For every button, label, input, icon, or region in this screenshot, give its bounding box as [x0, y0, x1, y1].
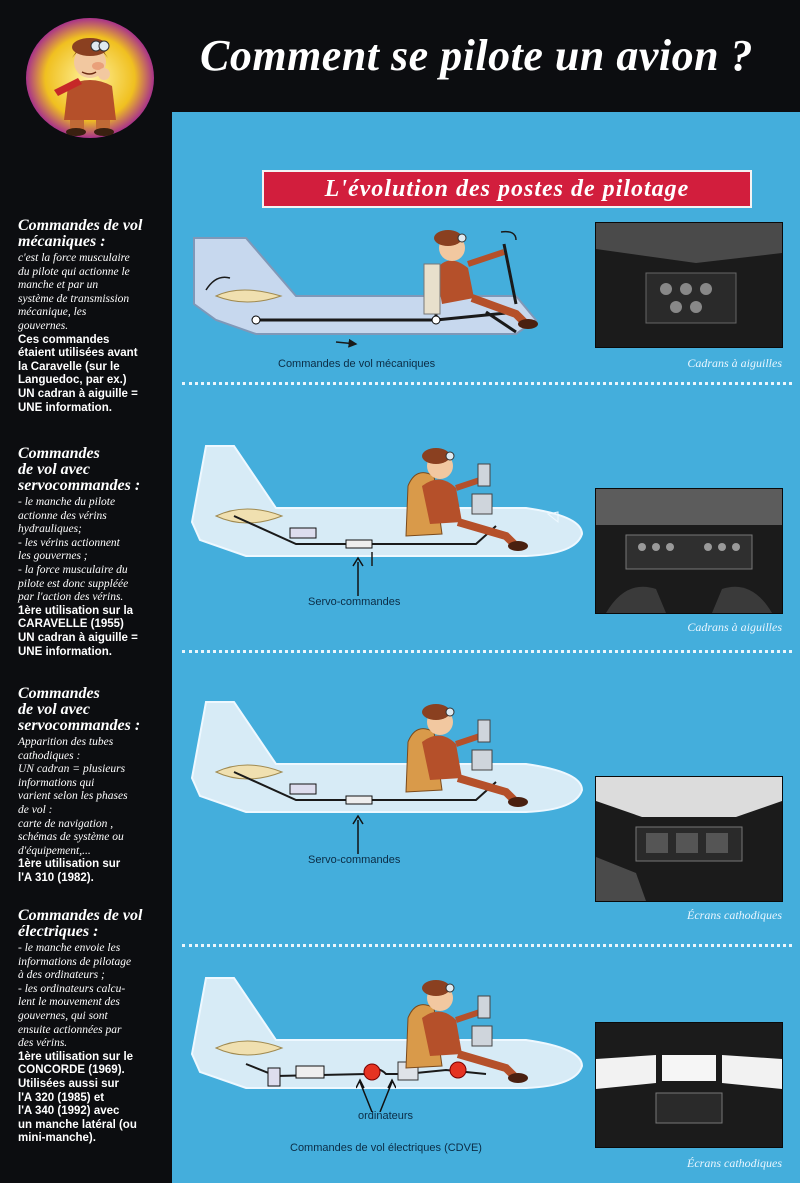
diagram-caption: Servo-commandes [308, 854, 401, 866]
page-title: Comment se pilote un avion ? [200, 31, 754, 80]
section-facts: 1ère utilisation sur l'A 310 (1982). [18, 858, 121, 884]
arrow-up-icon [352, 556, 364, 596]
section-description: Apparition des tubes cathodiques : UN cadran = plusieurs informations qui varient selon les phases de vol : carte de navigation , schémas de système ou d'équipement,... [18, 736, 128, 857]
photo-caption: Cadrans à aiguilles [687, 356, 782, 370]
photo-caption: Écrans cathodiques [687, 1156, 782, 1170]
section-servo-2 [18, 686, 168, 886]
photo-caption: Cadrans à aiguilles [687, 620, 782, 634]
servo-controls-diagram-2 [186, 698, 586, 828]
sidebar [0, 112, 172, 1183]
section-description: - le manche envoie les informations de pilotage à des ordinateurs ; - les ordinateurs calcu- lent le mouvement des gouvernes, qui sont ensuite actionnées par des vérins. [18, 942, 132, 1050]
section-heading: Commandes de vol avec servocommandes : [18, 445, 141, 494]
pilot-mascot-icon [24, 16, 156, 140]
section-description: - le manche du pilote actionne des vérins hydrauliques; - les vérins actionnent les gouvernes ; - la force musculaire du pilote est donc suppléée par l'action des vérins. [18, 496, 129, 604]
main-panel [172, 112, 800, 1183]
section-electric [18, 908, 168, 1146]
section-subtitle: L'évolution des postes de pilotage [262, 170, 752, 208]
photo-caption: Écrans cathodiques [687, 908, 782, 922]
cockpit-photo-4 [595, 1022, 783, 1148]
divider [182, 382, 792, 385]
section-heading: Commandes de vol mécaniques : [18, 217, 143, 250]
section-heading: Commandes de vol électriques : [18, 907, 143, 940]
section-mechanical [18, 218, 168, 415]
section-facts: 1ère utilisation sur la CARAVELLE (1955) UN cadran à aiguille = UNE information. [18, 604, 138, 658]
cockpit-photo-1 [595, 222, 783, 348]
diagram-caption: Commandes de vol mécaniques [278, 358, 436, 370]
diagram-caption: Commandes de vol électriques (CDVE) [290, 1142, 482, 1154]
section-facts: Ces commandes étaient utilisées avant la Caravelle (sur le Languedoc, par ex.) UN cadran à aiguille = UNE information. [18, 333, 138, 414]
mechanical-controls-diagram [186, 224, 586, 364]
section-facts: 1ère utilisation sur le CONCORDE (1969). Utilisées aussi sur l'A 320 (1985) et l'A 340 (1992) avec un manche latéral (ou mini-manche). [18, 1050, 137, 1145]
computers-label: ordinateurs [358, 1110, 414, 1122]
section-heading: Commandes de vol avec servocommandes : [18, 685, 141, 734]
divider [182, 944, 792, 947]
arrow-up-icon [352, 814, 364, 854]
cockpit-photo-3 [595, 776, 783, 902]
diagram-caption: Servo-commandes [308, 596, 401, 608]
divider [182, 650, 792, 653]
arrows-to-computers-icon [356, 1078, 396, 1112]
cockpit-photo-2 [595, 488, 783, 614]
section-description: c'est la force musculaire du pilote qui actionne le manche et par un système de transmission mécanique, les gouvernes. [18, 252, 130, 332]
servo-controls-diagram-1 [186, 436, 586, 566]
section-servo-1 [18, 446, 168, 659]
